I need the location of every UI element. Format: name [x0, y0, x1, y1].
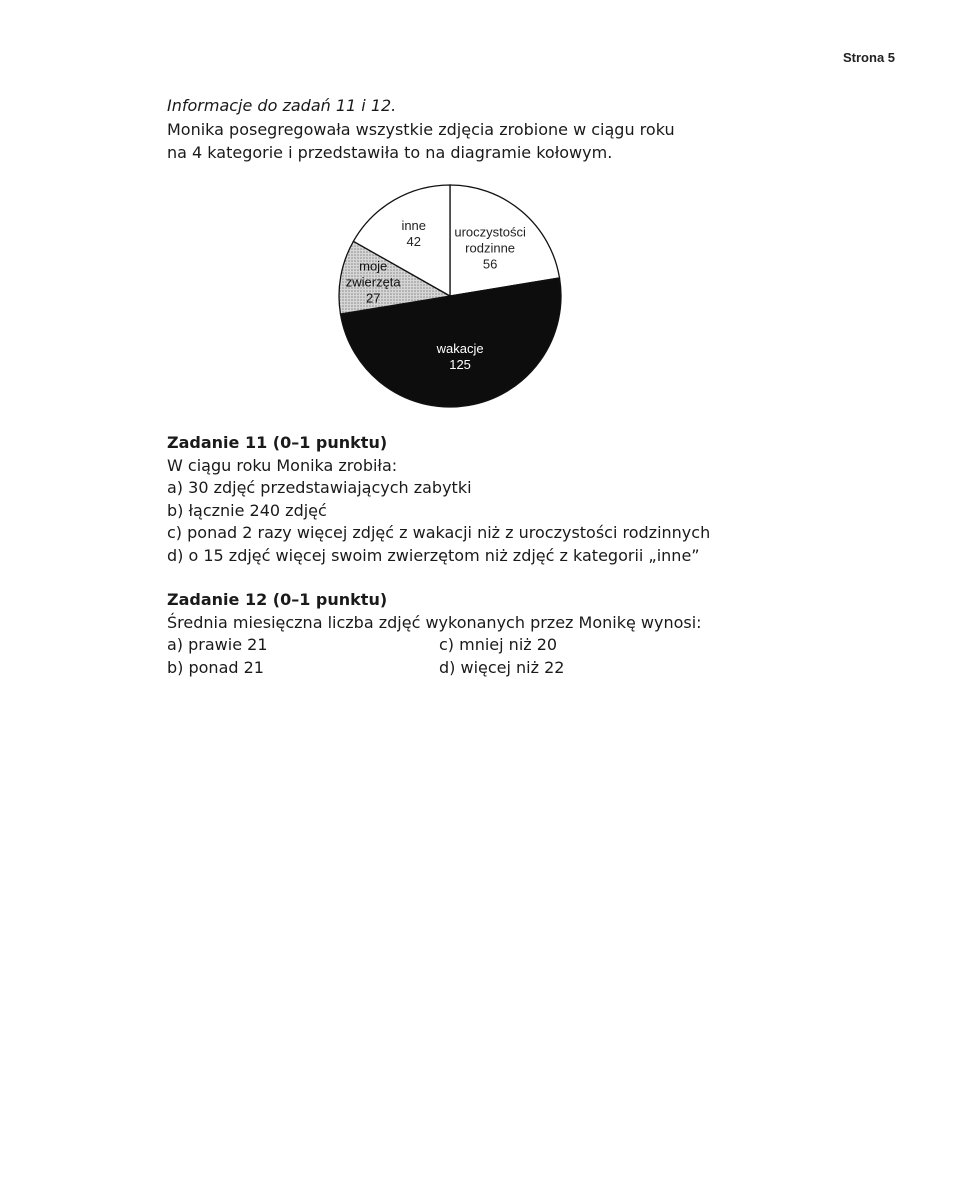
task-11-answer-b[interactable]: b) łącznie 240 zdjęć	[167, 500, 327, 520]
task-12-answer-c[interactable]: c) mniej niż 20	[439, 635, 558, 654]
task-12-question: Średnia miesięczna liczba zdjęć wykonanych przez Monikę wynosi:	[167, 612, 702, 632]
pie-value-label: 42	[406, 233, 421, 249]
intro-line: na 4 kategorie i przedstawiła to na diagramie kołowym.	[167, 143, 613, 162]
pie-value-label: 125	[449, 357, 471, 373]
task-11-heading: Zadanie 11 (0–1 punktu)	[167, 433, 388, 452]
task-12-heading: Zadanie 12 (0–1 punktu)	[167, 590, 388, 609]
task-12-answer-d[interactable]: d) więcej niż 22	[439, 657, 565, 677]
intro-line: Monika posegregowała wszystkie zdjęcia zrobione w ciągu roku	[167, 119, 675, 139]
pie-category-label: zwierzęta	[345, 274, 401, 290]
task-11-answer-d[interactable]: d) o 15 zdjęć więcej swoim zwierzętom niż zdjęć z kategorii „inne”	[167, 545, 700, 565]
task-12-answer-b[interactable]: b) ponad 21	[167, 657, 264, 677]
intro-title: Informacje do zadań 11 i 12.	[167, 96, 397, 115]
pie-category-label: moje	[359, 258, 388, 274]
pie-chart-svg	[330, 176, 570, 416]
task-11-answer-a[interactable]: a) 30 zdjęć przedstawiających zabytki	[167, 478, 472, 497]
task-11-answer-c[interactable]: c) ponad 2 razy więcej zdjęć z wakacji niż z uroczystości rodzinnych	[167, 523, 711, 542]
pie-category-label: rodzinne	[465, 240, 516, 256]
task-11-question: W ciągu roku Monika zrobiła:	[167, 455, 398, 475]
pie-category-label: uroczystości	[454, 224, 526, 240]
task-12-answer-a[interactable]: a) prawie 21	[167, 635, 268, 654]
pie-value-label: 27	[365, 290, 381, 306]
page-number: Strona 5	[843, 50, 896, 65]
task-12	[167, 589, 702, 679]
pie-chart	[330, 176, 570, 416]
pie-category-label: inne	[401, 217, 427, 233]
pie-category-label: wakacje	[436, 341, 484, 357]
intro-section	[167, 94, 675, 165]
task-11	[167, 432, 710, 567]
pie-value-label: 56	[482, 256, 498, 272]
task-12-answers	[167, 634, 702, 679]
